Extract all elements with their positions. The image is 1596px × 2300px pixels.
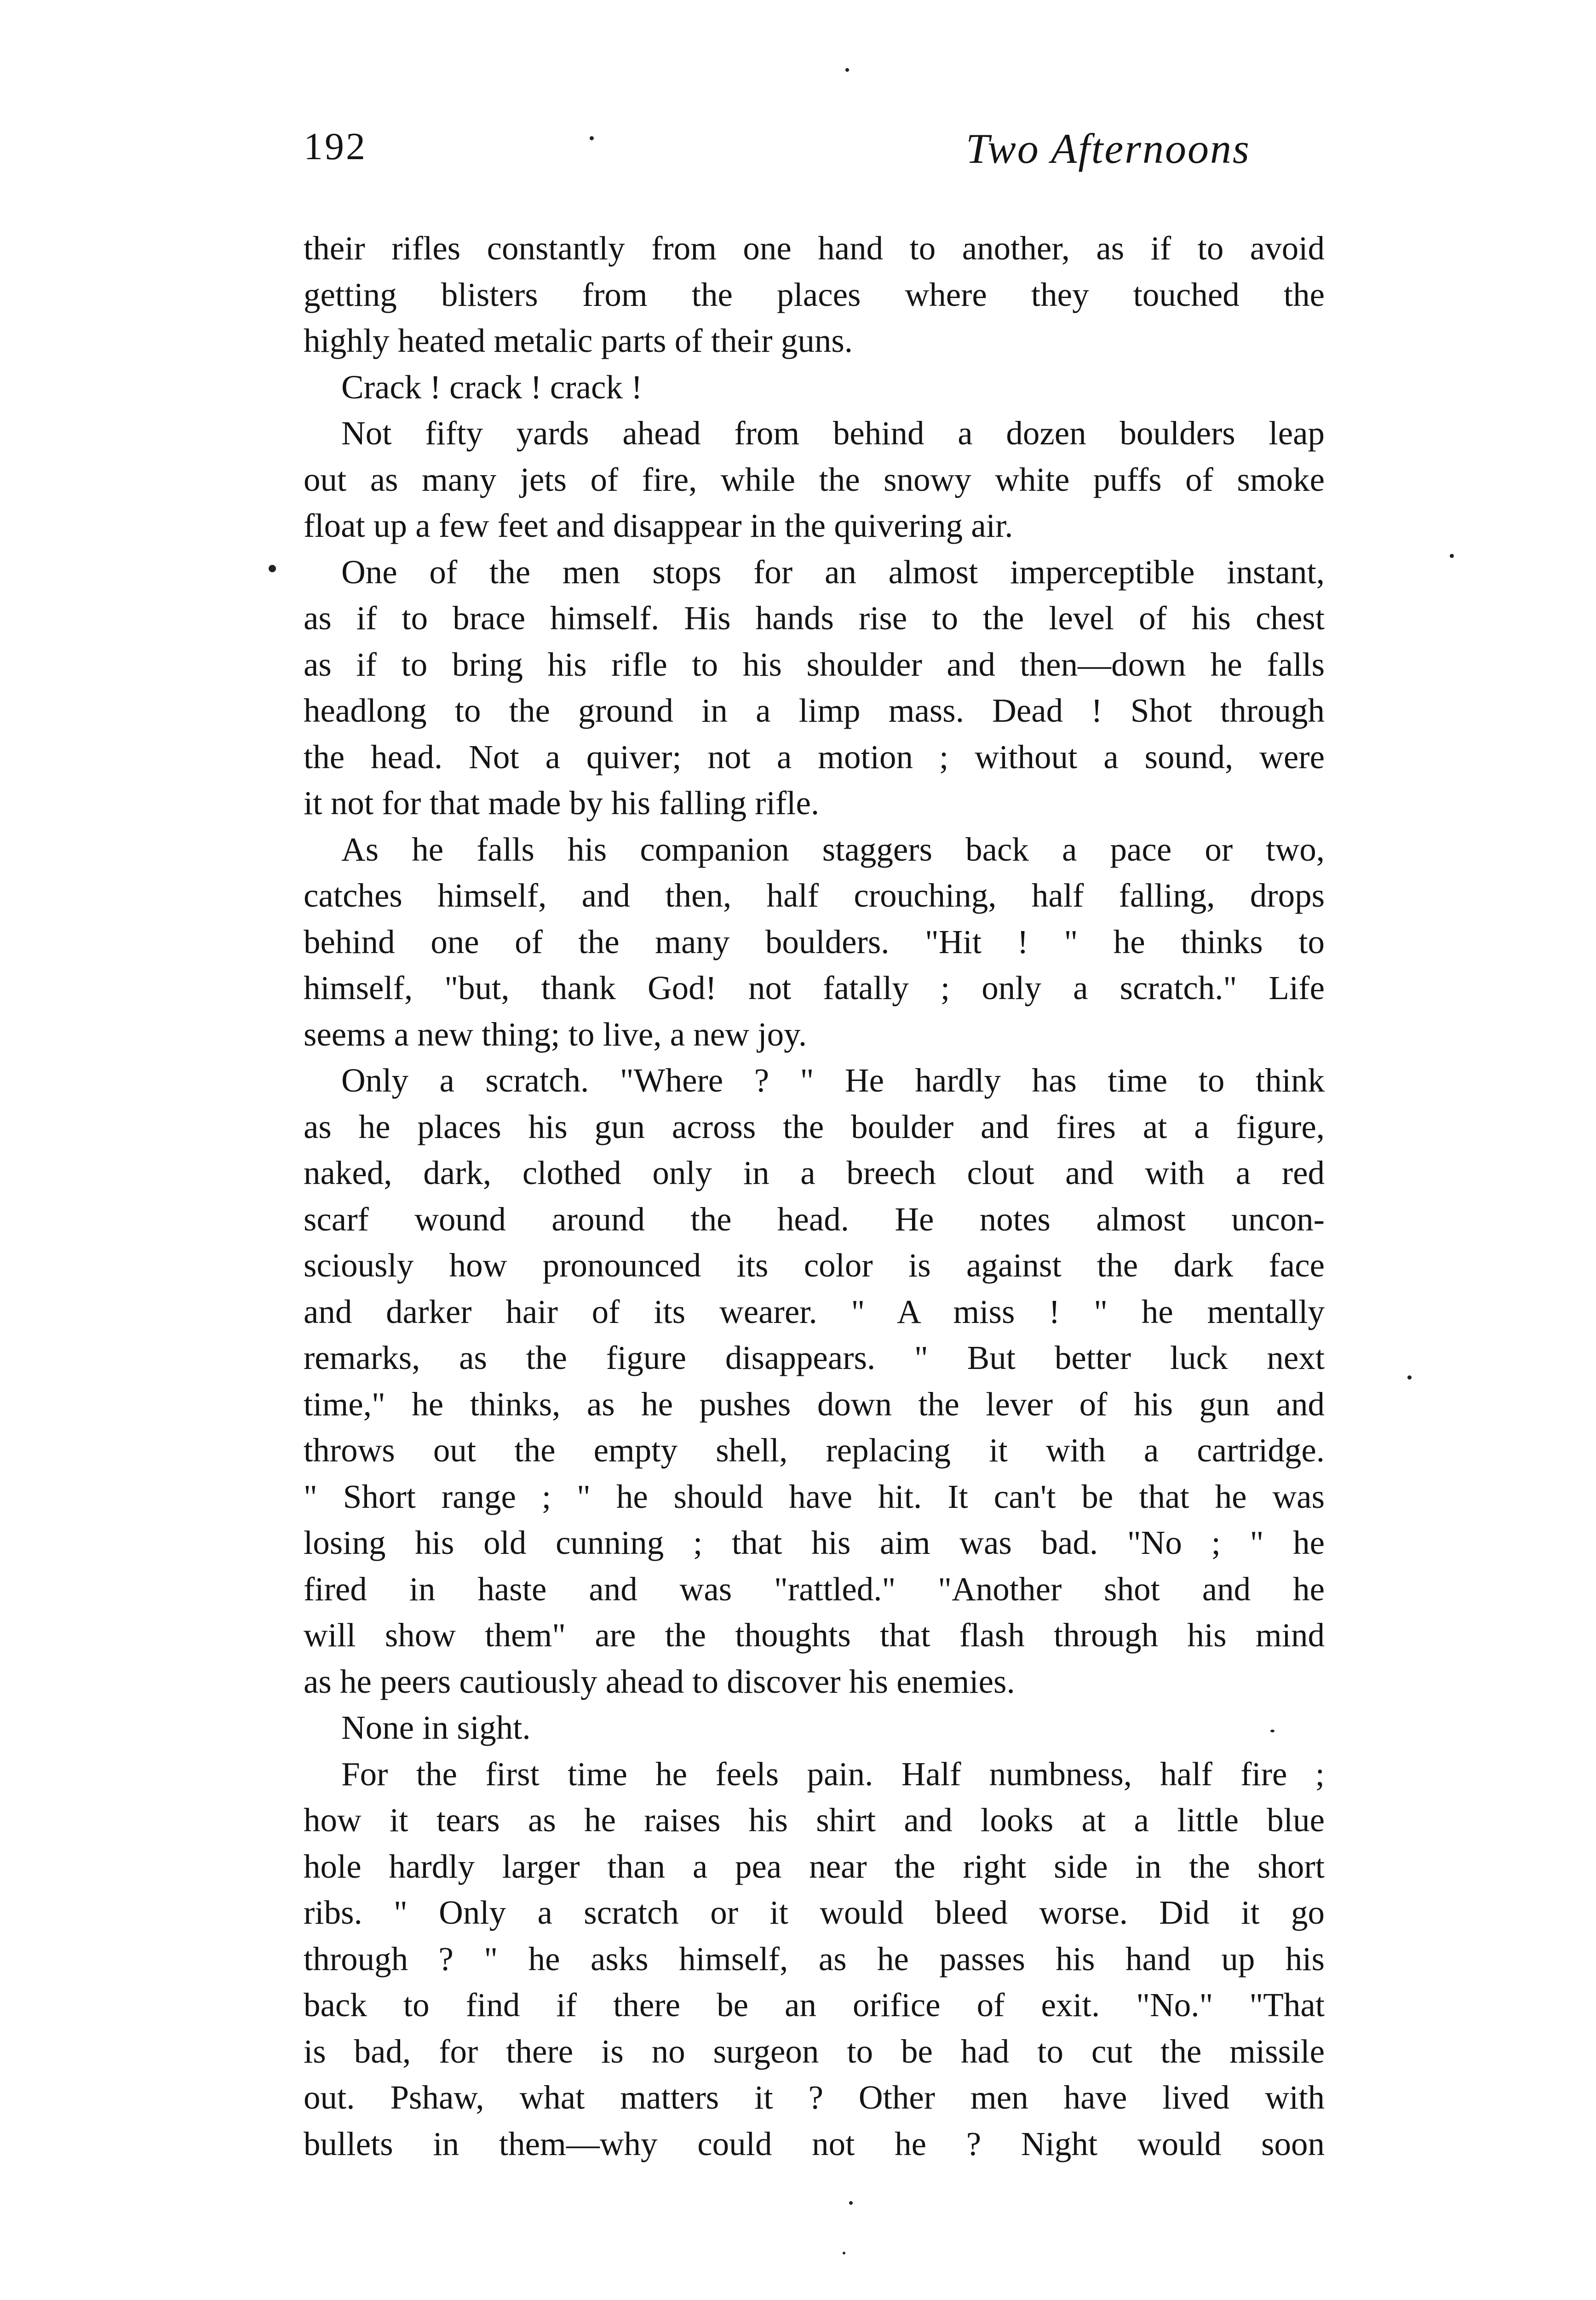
text-line: ribs. " Only a scratch or it would bleed worse. Did it go <box>304 1894 1325 1931</box>
text-line: headlong to the ground in a limp mass. Dead ! Shot through <box>304 692 1325 729</box>
text-line: as he places his gun across the boulder and fires at a figure, <box>304 1108 1325 1145</box>
body-text <box>304 225 1325 2167</box>
scan-speck <box>843 2252 845 2254</box>
page-header <box>304 124 1325 198</box>
text-line: One of the men stops for an almost imperceptible instant, <box>341 553 1325 591</box>
text-line: Not fifty yards ahead from behind a dozen boulders leap <box>341 414 1325 452</box>
text-line: how it tears as he raises his shirt and looks at a little blue <box>304 1801 1325 1839</box>
text-line: As he falls his companion staggers back a pace or two, <box>341 830 1325 868</box>
text-line: sciously how pronounced its color is against the dark face <box>304 1247 1325 1284</box>
text-line: through ? " he asks himself, as he passes his hand up his <box>304 1940 1325 1978</box>
text-line: as if to bring his rifle to his shoulder and then—down he falls <box>304 645 1325 683</box>
text-line: For the first time he feels pain. Half numbness, half fire ; <box>341 1755 1325 1793</box>
scan-speck <box>849 2201 853 2205</box>
page-number: 192 <box>304 125 367 168</box>
text-line: Crack ! crack ! crack ! <box>341 368 643 406</box>
text-line: fired in haste and was "rattled." "Another shot and he <box>304 1570 1325 1608</box>
running-title: Two Afternoons <box>966 125 1251 172</box>
text-line: hole hardly larger than a pea near the right side in the short <box>304 1847 1325 1885</box>
text-line: out. Pshaw, what matters it ? Other men have lived with <box>304 2079 1325 2116</box>
scan-speck <box>590 136 594 140</box>
text-line: naked, dark, clothed only in a breech clout and with a red <box>304 1154 1325 1191</box>
text-line: float up a few feet and disappear in the quivering air. <box>304 507 1013 544</box>
text-line: time," he thinks, as he pushes down the lever of his gun and <box>304 1385 1325 1423</box>
text-line: it not for that made by his falling rifle. <box>304 784 820 822</box>
text-line: highly heated metalic parts of their guns. <box>304 322 853 359</box>
text-line: catches himself, and then, half crouching, half falling, drops <box>304 877 1325 914</box>
text-line: will show them" are the thoughts that flash through his mind <box>304 1616 1325 1654</box>
text-line: out as many jets of fire, while the snowy white puffs of smoke <box>304 460 1325 498</box>
text-line: himself, "but, thank God! not fatally ; only a scratch." Life <box>304 969 1325 1006</box>
text-line: None in sight. <box>341 1709 531 1746</box>
text-line: seems a new thing; to live, a new joy. <box>304 1015 807 1053</box>
text-line: behind one of the many boulders. "Hit ! " he thinks to <box>304 923 1325 960</box>
text-line: as if to brace himself. His hands rise to the level of his chest <box>304 599 1325 637</box>
text-line: back to find if there be an orifice of exit. "No." "That <box>304 1986 1325 2024</box>
text-line: their rifles constantly from one hand to another, as if to avoid <box>304 230 1325 267</box>
scan-speck <box>1270 1730 1275 1732</box>
text-line: losing his old cunning ; that his aim was bad. "No ; " he <box>304 1524 1325 1561</box>
scan-speck <box>1450 554 1454 558</box>
text-line: " Short range ; " he should have hit. It can't be that he was <box>304 1478 1325 1515</box>
text-line: Only a scratch. "Where ? " He hardly has time to think <box>341 1062 1325 1099</box>
text-line: scarf wound around the head. He notes almost uncon- <box>304 1200 1325 1238</box>
scan-speck <box>269 565 276 572</box>
text-line: getting blisters from the places where they touched the <box>304 276 1325 313</box>
scan-speck <box>1407 1375 1412 1380</box>
text-line: throws out the empty shell, replacing it with a cartridge. <box>304 1432 1325 1469</box>
scan-speck <box>845 68 849 72</box>
text-line: and darker hair of its wearer. " A miss ! " he mentally <box>304 1293 1325 1330</box>
text-line: as he peers cautiously ahead to discover his enemies. <box>304 1662 1015 1700</box>
text-line: is bad, for there is no surgeon to be had to cut the missile <box>304 2032 1325 2070</box>
text-line: bullets in them—why could not he ? Night would soon <box>304 2125 1325 2162</box>
text-line: the head. Not a quiver; not a motion ; without a sound, were <box>304 738 1325 776</box>
text-line: remarks, as the figure disappears. " But better luck next <box>304 1339 1325 1376</box>
